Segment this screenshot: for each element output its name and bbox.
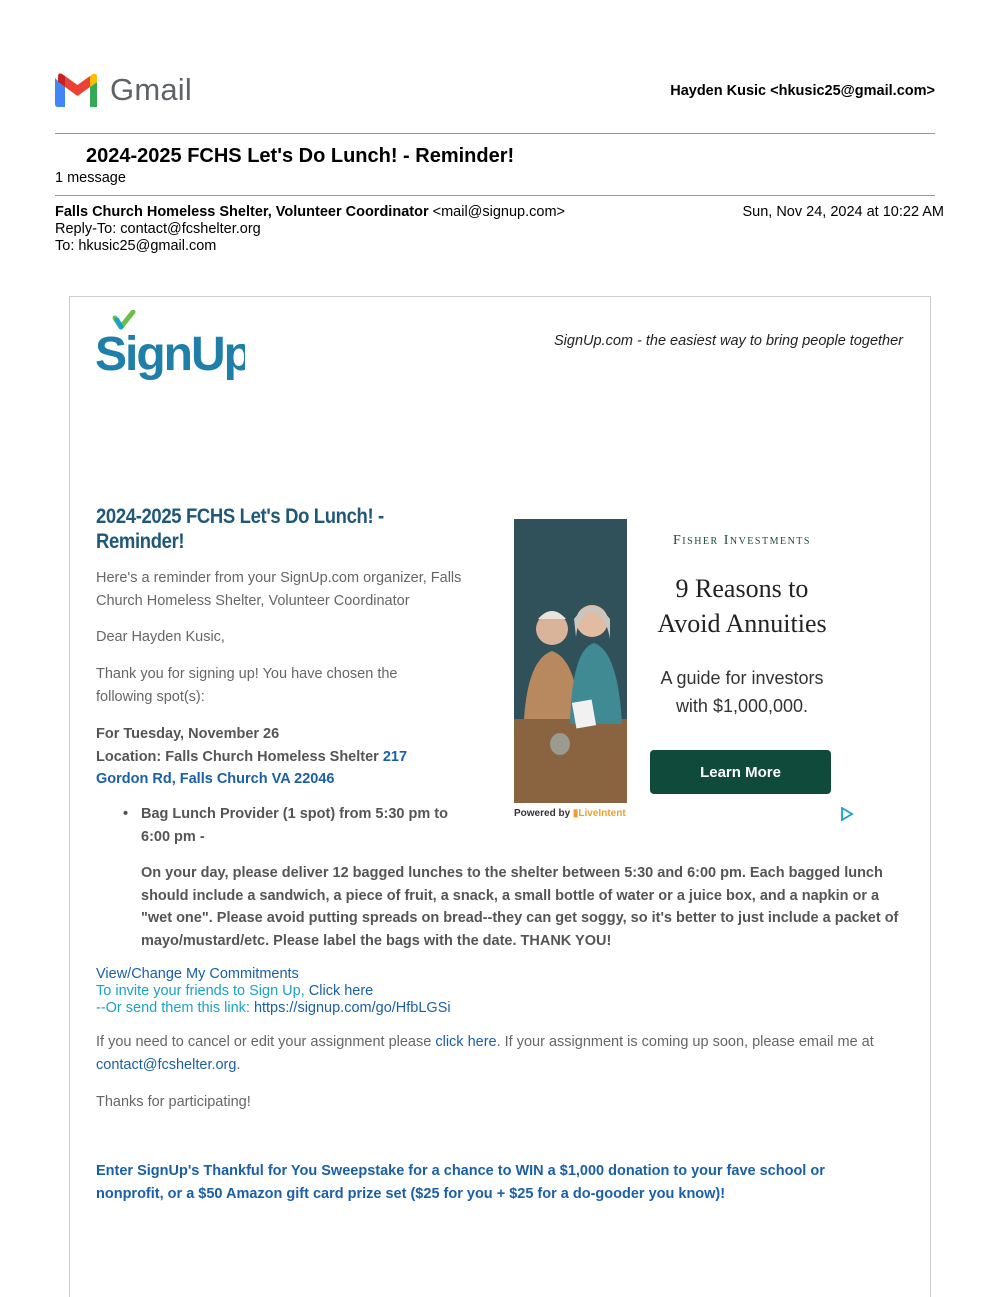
divider [55,133,935,134]
signup-logo [95,310,245,385]
commitment-links [96,966,451,1017]
account-label: Hayden Kusic <hkusic25@gmail.com> [670,83,935,99]
send-link-prefix: --Or send them this link: [96,1000,254,1016]
intro-text: Here's a reminder from your SignUp.com organizer, Falls Church Homeless Shelter, Volunteer Coordinator [96,570,462,609]
fisher-investments-ad[interactable] [514,519,859,824]
thanks-participating-text: Thanks for participating! [96,1094,251,1110]
cancel-click-here-link[interactable]: click here [435,1034,497,1050]
greeting-text: Dear Hayden Kusic, [96,629,225,645]
view-change-commitments-link[interactable]: View/Change My Commitments [96,966,299,982]
svg-text:SignUp: SignUp [95,328,245,380]
spot-list-item [123,803,468,848]
gmail-m-icon [55,73,100,107]
ad-powered-by [514,808,626,819]
location-address-link[interactable]: 217 Gordon Rd, Falls Church VA 22046 [96,748,408,787]
sender-name: Falls Church Homeless Shelter, Volunteer Coordinator [55,204,429,220]
to-line: To: hkusic25@gmail.com [55,238,217,254]
signup-thanks-text: Thank you for signing up! You have chosen the following spot(s): [96,666,398,705]
sender-email: <mail@signup.com> [432,204,566,220]
ad-learn-more-button[interactable]: Learn More [650,750,831,794]
email-title: 2024-2025 FCHS Let's Do Lunch! - Reminder! [96,505,384,553]
cancel-paragraph [96,1031,906,1076]
powered-by-label: Powered by [514,808,573,819]
divider [55,195,935,196]
message-count: 1 message [55,170,126,186]
gmail-wordmark: Gmail [110,72,192,107]
signup-tagline: SignUp.com - the easiest way to bring people together [553,333,903,349]
message-date: Sun, Nov 24, 2024 at 10:22 AM [742,204,944,220]
ad-headline: 9 Reasons to Avoid Annuities [657,574,827,638]
signup-share-link[interactable]: https://signup.com/go/HfbLGSi [253,1000,451,1016]
spot-date: For Tuesday, November 26 [96,726,280,742]
ad-photo-couple [514,519,627,803]
bullet-icon: • [123,806,129,822]
sweepstake-link[interactable]: Enter SignUp's Thankful for You Sweepstake for a chance to WIN a $1,000 donation to your fave school or nonprofit, or a $50 Amazon gift card prize set ($25 for you + $25 for a do-gooder you know)! [96,1163,825,1202]
ad-brand: Fisher Investments [673,533,811,548]
thread-subject: 2024-2025 FCHS Let's Do Lunch! - Reminder! [86,145,515,167]
sender-line [55,204,565,221]
instructions-text: On your day, please deliver 12 bagged lunches to the shelter between 5:30 and 6:00 pm. Each bagged lunch should include a sandwich, a piece of fruit, a snack, a small bottle of water or a juice box, and a napkin or a "wet one". Please avoid putting spreads on bread--they can get soggy, so it's better to just include a packet of mayo/mustard/etc. Please label the bags with the date. THANK YOU! [141,865,899,949]
invite-prefix: To invite your friends to Sign Up, [96,983,309,999]
cancel-suffix: . If your assignment is coming up soon, please email me at [496,1034,874,1050]
reply-to-line: Reply-To: contact@fcshelter.org [55,221,261,237]
ad-subheadline: A guide for investors with $1,000,000. [660,668,824,716]
cancel-prefix: If you need to cancel or edit your assignment please [96,1034,436,1050]
liveintent-brand: LiveIntent [578,808,626,819]
adchoices-icon[interactable] [840,807,854,826]
location-label: Location: Falls Church Homeless Shelter [96,748,379,765]
liveintent-logo: ▮LiveIntent [572,808,626,819]
invite-click-here-link[interactable]: Click here [308,983,374,999]
spot-description: Bag Lunch Provider (1 spot) from 5:30 pm to 6:00 pm - [141,806,448,845]
contact-email-link[interactable]: contact@fcshelter.org [96,1056,237,1073]
gmail-logo [55,71,205,109]
contact-suffix: . [236,1056,241,1073]
spot-details [96,723,436,791]
